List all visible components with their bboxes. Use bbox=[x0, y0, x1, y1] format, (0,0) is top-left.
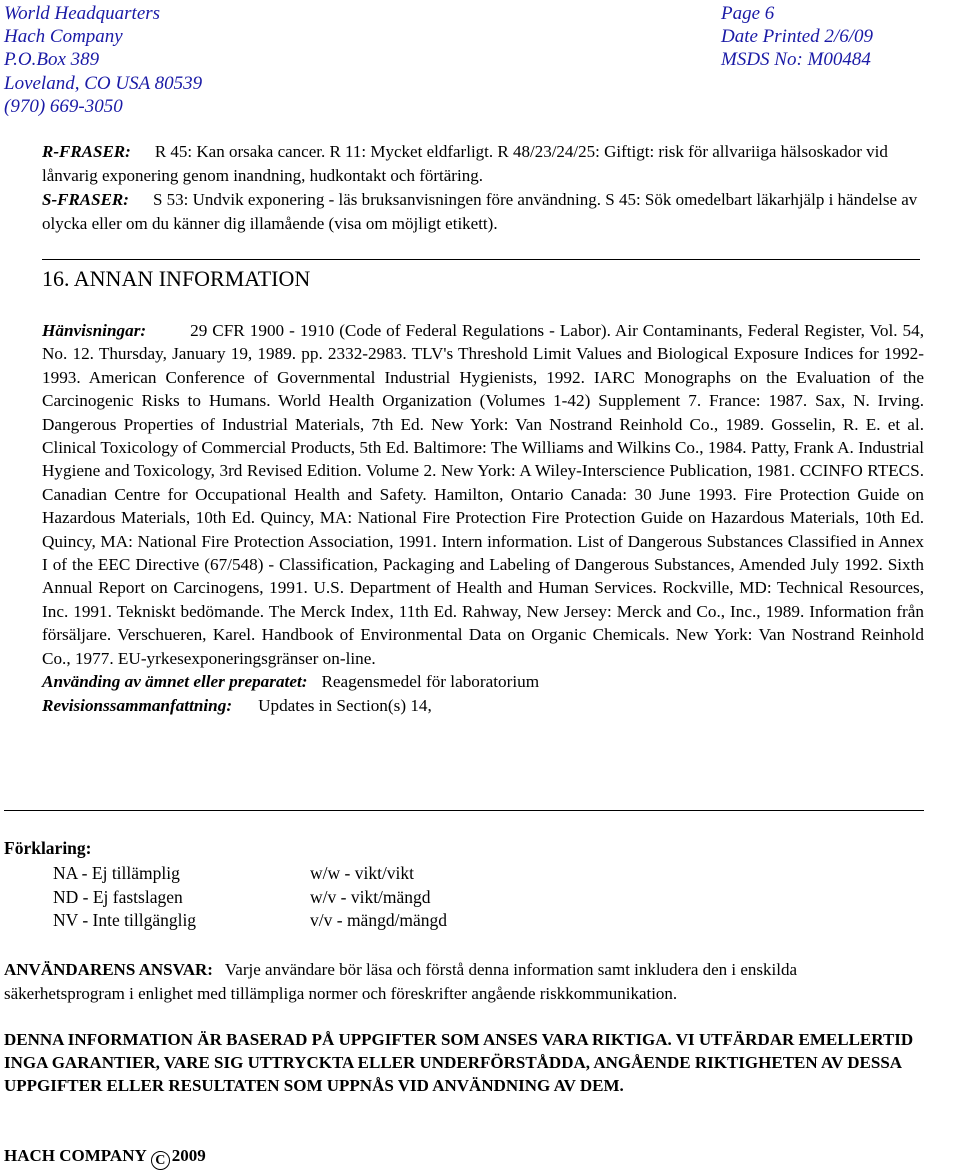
header-document-info bbox=[721, 2, 873, 72]
section-16-title: 16. ANNAN INFORMATION bbox=[42, 266, 311, 291]
revision-text: Updates in Section(s) 14, bbox=[258, 695, 432, 715]
header-company: Hach Company bbox=[4, 26, 123, 48]
section-16-body bbox=[42, 319, 924, 717]
legend-item: ND - Ej fastslagen bbox=[53, 886, 183, 907]
footer-divider bbox=[4, 810, 924, 811]
section-divider bbox=[42, 259, 920, 260]
header-pobox: P.O.Box 389 bbox=[4, 49, 100, 71]
footer-company: HACH COMPANY bbox=[4, 1146, 147, 1165]
disclaimer: DENNA INFORMATION ÄR BASERAD PÅ UPPGIFTER SOM ANSES VARA RIKTIGA. VI UTFÄRDAR EMELLERTID INGA GARANTIER, VARE SIG UTTRYCKTA ELLER UNDERFÖRSTÅDDA, ANGÅENDE RIKTIGHETEN AV DESSA UPPGIFTER ELLER RESULTATEN SOM UPPNÅS VID ANVÄNDNING AV DEM. bbox=[4, 1030, 914, 1095]
header-org: World Headquarters bbox=[4, 3, 161, 24]
legend-abbreviations bbox=[53, 862, 196, 933]
legend-units bbox=[310, 862, 447, 933]
legend-item: w/w - vikt/vikt bbox=[310, 863, 415, 883]
date-printed: Date Printed 2/6/09 bbox=[721, 26, 873, 48]
s-phrases-label: S-FRASER: bbox=[42, 190, 129, 209]
use-text: Reagensmedel för laboratorium bbox=[321, 672, 540, 692]
header-company-address bbox=[4, 2, 202, 118]
footer-year: 2009 bbox=[171, 1146, 206, 1165]
r-phrases-label: R-FRASER: bbox=[42, 142, 131, 161]
header-city: Loveland, CO USA 80539 bbox=[4, 72, 203, 94]
revision-label: Revisionssammanfattning: bbox=[42, 695, 233, 715]
msds-number: MSDS No: M00484 bbox=[721, 49, 871, 71]
legend-title: Förklaring: bbox=[4, 838, 92, 858]
user-responsibility bbox=[4, 958, 904, 1005]
legend-item: v/v - mängd/mängd bbox=[310, 910, 448, 930]
r-phrases-text: R 45: Kan orsaka cancer. R 11: Mycket eldfarligt. R 48/23/24/25: Giftigt: risk för allvariiga hälsoskador vid lånvarig exponering genom inandning, hudkontakt och förtäring. bbox=[42, 142, 888, 185]
r-phrases bbox=[42, 140, 922, 187]
references-text: 29 CFR 1900 - 1910 (Code of Federal Regulations - Labor). Air Contaminants, Federal Register, Vol. 54, No. 12. Thursday, January 19, 1989. pp. 2332-2983. TLV's Threshold Limit Values and Biological Exposure Indices for 1992-1993. American Conference of Governmental Industrial Hygienists, 1992. IARC Monographs on the Evaluation of the Carcinogenic Risks to Humans. World Health Organization (Volumes 1-42) Supplement 7. France: 1987. Sax, N. Irving. Dangerous Properties of Industrial Materials, 7th Ed. New York: Van Nostrand Reinhold Co., 1989. Gosselin, R. E. et al. Clinical Toxicology of Commercial Products, 5th Ed. Baltimore: The Williams and Wilkins Co., 1984. Patty, Frank A. Industrial Hygiene and Toxicology, 3rd Revised Edition. Volume 2. New York: A Wiley-Interscience Publication, 1981. CCINFO RTECS. Canadian Centre for Occupational Health and Safety. Hamilton, Ontario Canada: 30 June 1993. Fire Protection Guide on Hazardous Materials, 10th Ed. Quincy, MA: National Fire Protection Fire Protection Guide on Hazardous Materials, 10th Ed. Quincy, MA: National Fire Protection Association, 1991. Intern information. List of Dangerous Substances Classified in Annex I of the EEC Directive (67/548) - Classification, Packaging and Labeling of Dangerous Substances, Amended July 1992. Sixth Annual Report on Carcinogens, 1991. U.S. Department of Health and Human Services. Rockville, MD: Technical Resources, Inc. 1991. Tekniskt bedömande. The Merck Index, 11th Ed. Rahway, New Jersey: Merck and Co., Inc., 1989. Information från försäljare. Verschueren, Karel. Handbook of Environmental Data on Organic Chemicals. New York: Van Nostrand Reinhold Co., 1977. EU-yrkesexponeringsgränser on-line. bbox=[42, 321, 925, 668]
header-phone: (970) 669-3050 bbox=[4, 95, 123, 117]
responsibility-label: ANVÄNDARENS ANSVAR: bbox=[4, 960, 213, 979]
s-phrases-text: S 53: Undvik exponering - läs bruksanvisningen före användning. S 45: Sök omedelbart läkarhjälp i händelse av olycka eller om du känner dig illamående (visa om möjligt etikett). bbox=[42, 190, 918, 233]
legend-item: w/v - vikt/mängd bbox=[310, 886, 431, 907]
references-label: Hänvisningar: bbox=[42, 321, 147, 340]
legend-item: NA - Ej tillämplig bbox=[53, 863, 180, 883]
legend-item: NV - Inte tillgänglig bbox=[53, 910, 197, 930]
footer-copyright bbox=[4, 1146, 206, 1170]
use-label: Använding av ämnet eller preparatet: bbox=[42, 672, 308, 692]
copyright-icon: C bbox=[151, 1151, 170, 1170]
responsibility-text: Varje användare bör läsa och förstå denna information samt inkludera den i enskilda säkerhetsprogram i enlighet med tillämpliga normer och föreskrifter angående riskkommunikation. bbox=[4, 960, 798, 1003]
s-phrases bbox=[42, 188, 922, 235]
page-number: Page 6 bbox=[721, 3, 775, 24]
